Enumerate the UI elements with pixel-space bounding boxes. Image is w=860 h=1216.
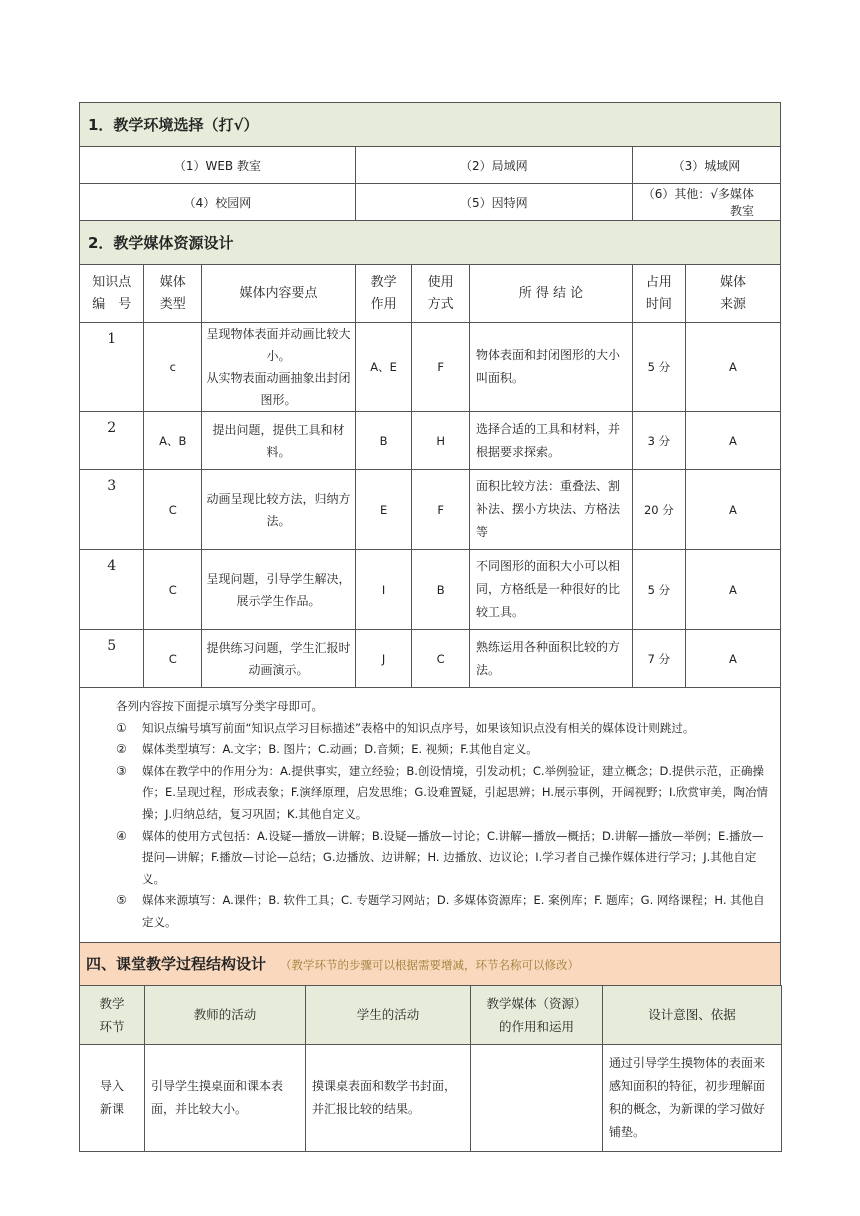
- env-option-other: （6）其他：√多媒体教室: [632, 184, 780, 221]
- env-option-man: （3）城域网: [632, 147, 780, 184]
- media-role: I: [355, 550, 412, 630]
- env-option-campus: （4）校园网: [80, 184, 356, 221]
- env-option-web: （1）WEB 教室: [80, 147, 356, 184]
- process-table: [79, 985, 782, 1152]
- header-student: 学生的活动: [306, 985, 471, 1044]
- header-role: 教学 作用: [355, 265, 412, 323]
- stage-name: 导入 新课: [80, 1044, 145, 1151]
- media-mode: F: [412, 323, 470, 412]
- header-teacher: 教师的活动: [145, 985, 306, 1044]
- media-role: E: [355, 470, 412, 550]
- media-mode: H: [412, 412, 470, 470]
- header-design: 设计意图、依据: [603, 985, 782, 1044]
- fill-instructions: [80, 688, 781, 943]
- media-result: 物体表面和封闭图形的大小叫面积。: [470, 323, 633, 412]
- header-time: 占用 时间: [632, 265, 685, 323]
- media-type: A、B: [144, 412, 202, 470]
- note-item: [116, 890, 770, 933]
- media-table-header: [80, 265, 781, 323]
- kp-number: 3: [80, 470, 144, 550]
- section-4-subtitle: （教学环节的步骤可以根据需要增减，环节名称可以修改）: [280, 958, 580, 973]
- media-time: 5 分: [632, 323, 685, 412]
- note-item: [116, 718, 770, 740]
- student-activity: 摸课桌表面和数学书封面，并汇报比较的结果。: [306, 1044, 471, 1151]
- teacher-activity: 引导学生摸桌面和课本表面，并比较大小。: [145, 1044, 306, 1151]
- media-result: 不同图形的面积大小可以相同，方格纸是一种很好的比较工具。: [470, 550, 633, 630]
- header-stage: 教学 环节: [80, 985, 145, 1044]
- header-type: 媒体 类型: [144, 265, 202, 323]
- media-source: A: [685, 630, 780, 688]
- note-text: 媒体来源填写：A.课件；B. 软件工具；C. 专题学习网站；D. 多媒体资源库；E. 案例库；F. 题库；G. 网络课程；H. 其他自定义。: [142, 893, 765, 929]
- media-role: J: [355, 630, 412, 688]
- media-source: A: [685, 412, 780, 470]
- media-time: 3 分: [632, 412, 685, 470]
- note-text: 媒体的使用方式包括：A.设疑—播放—讲解；B.设疑—播放—讨论；C.讲解—播放—概括；D.讲解—播放—举例；E.播放—提问—讲解；F.播放—讨论—总结；G.边播放、边讲解；H. 边播放、边议论；I.学习者自己操作媒体进行学习；J.其他自定义。: [142, 828, 764, 886]
- media-type: C: [144, 550, 202, 630]
- note-marker: ⑤: [116, 893, 127, 908]
- media-row: [80, 323, 781, 412]
- note-text: 媒体在教学中的作用分为：A.提供事实，建立经验；B.创设情境，引发动机；C.举例验证，建立概念；D.提供示范，正确操作；E.呈现过程，形成表象；F.演绎原理，启发思维；G.设难置疑，引起思辨；H.展示事例，开阔视野；I.欣赏审美，陶冶情操；J.归纳总结，复习巩固；K.其他自定义。: [142, 763, 769, 821]
- section-4-title-bar: [80, 942, 781, 985]
- teaching-design-table: [79, 102, 781, 986]
- media-source: A: [685, 550, 780, 630]
- media-mode: B: [412, 550, 470, 630]
- note-item: [116, 761, 770, 826]
- notes-intro: 各列内容按下面提示填写分类字母即可。: [116, 699, 323, 713]
- media-result: 熟练运用各种面积比较的方法。: [470, 630, 633, 688]
- page: [79, 102, 781, 1152]
- note-marker: ③: [116, 763, 127, 778]
- media-time: 5 分: [632, 550, 685, 630]
- note-marker: ①: [116, 720, 127, 735]
- media-content: 动画呈现比较方法，归纳方法。: [202, 470, 356, 550]
- media-row: [80, 550, 781, 630]
- media-role: B: [355, 412, 412, 470]
- media-type: C: [144, 630, 202, 688]
- media-content: 呈现物体表面并动画比较大小。 从实物表面动画抽象出封闭图形。: [202, 323, 356, 412]
- kp-number: 1: [80, 323, 144, 412]
- note-item: [116, 826, 770, 891]
- env-option-lan: （2）局域网: [355, 147, 632, 184]
- media-result: 面积比较方法：重叠法、割补法、摆小方块法、方格法等: [470, 470, 633, 550]
- media-time: 20 分: [632, 470, 685, 550]
- note-marker: ④: [116, 828, 127, 843]
- note-text: 知识点编号填写前面“知识点学习目标描述”表格中的知识点序号，如果该知识点没有相关的媒体设计则跳过。: [142, 720, 695, 735]
- header-result: 所 得 结 论: [470, 265, 633, 323]
- media-mode: F: [412, 470, 470, 550]
- env-option-internet: （5）因特网: [355, 184, 632, 221]
- note-item: [116, 739, 770, 761]
- media-source: A: [685, 323, 780, 412]
- process-row: [80, 1044, 782, 1151]
- note-text: 媒体类型填写：A.文字；B. 图片；C.动画；D.音频；E. 视频；F.其他自定义。: [142, 742, 538, 757]
- media-type: c: [144, 323, 202, 412]
- header-content: 媒体内容要点: [202, 265, 356, 323]
- media-usage: [471, 1044, 603, 1151]
- media-result: 选择合适的工具和材料，并根据要求探索。: [470, 412, 633, 470]
- header-mode: 使用 方式: [412, 265, 470, 323]
- process-header: [80, 985, 782, 1044]
- section-2-title: 2．教学媒体资源设计: [80, 221, 781, 265]
- kp-number: 4: [80, 550, 144, 630]
- media-content: 呈现问题，引导学生解决，展示学生作品。: [202, 550, 356, 630]
- header-kp: 知识点 编 号: [80, 265, 144, 323]
- section-4-title: 四、课堂教学过程结构设计: [86, 955, 267, 974]
- header-media: 教学媒体（资源） 的作用和运用: [471, 985, 603, 1044]
- kp-number: 2: [80, 412, 144, 470]
- design-intent: 通过引导学生摸物体的表面来感知面积的特征，初步理解面积的概念，为新课的学习做好铺垫。: [603, 1044, 782, 1151]
- media-type: C: [144, 470, 202, 550]
- media-row: [80, 630, 781, 688]
- kp-number: 5: [80, 630, 144, 688]
- media-content: 提出问题，提供工具和材料。: [202, 412, 356, 470]
- media-source: A: [685, 470, 780, 550]
- media-row: [80, 412, 781, 470]
- header-source: 媒体 来源: [685, 265, 780, 323]
- media-mode: C: [412, 630, 470, 688]
- media-time: 7 分: [632, 630, 685, 688]
- media-content: 提供练习问题，学生汇报时动画演示。: [202, 630, 356, 688]
- media-role: A、E: [355, 323, 412, 412]
- note-marker: ②: [116, 742, 127, 757]
- media-row: [80, 470, 781, 550]
- section-1-title: 1．教学环境选择（打√）: [80, 103, 781, 147]
